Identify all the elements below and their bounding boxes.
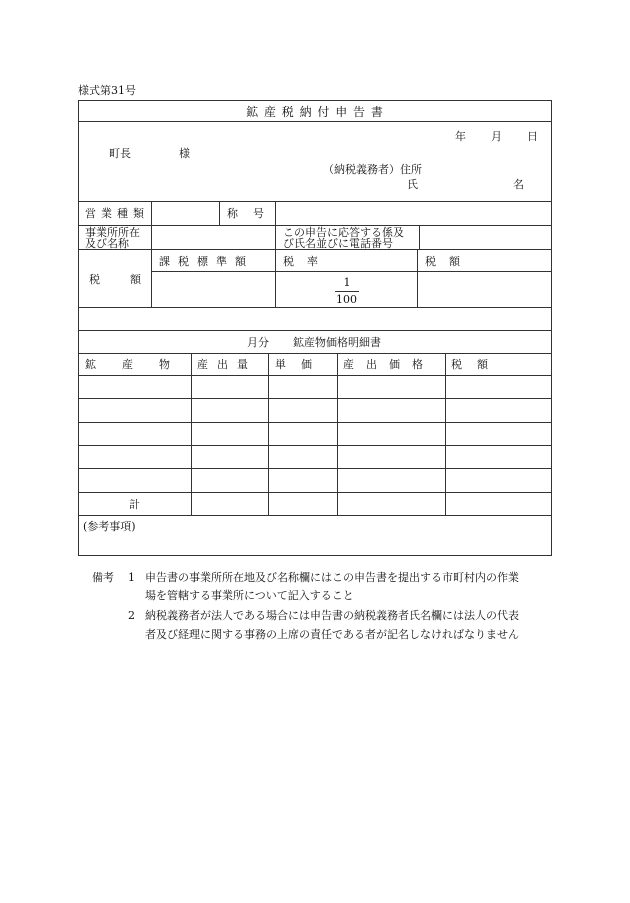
tax-sum-header: 税 額 bbox=[425, 255, 461, 268]
tax-return-form bbox=[78, 100, 552, 556]
detail-header-mineral-text: 鉱産物 bbox=[85, 358, 196, 371]
contact-label-1: この申告に応答する係及 bbox=[283, 226, 404, 239]
rule-v-detail-2 bbox=[268, 353, 269, 515]
form-number: 様式第31号 bbox=[78, 84, 136, 97]
rule-header bbox=[79, 201, 551, 202]
rule-blank bbox=[79, 330, 551, 331]
notes-label: 備考 bbox=[92, 571, 114, 584]
business-type-label bbox=[85, 208, 147, 219]
tax-rate-header: 税 率 bbox=[283, 255, 319, 268]
detail-title-text: 鉱産物価格明細書 bbox=[293, 336, 381, 349]
rule-detail-r2 bbox=[79, 422, 551, 423]
rule-v-detail-3 bbox=[337, 353, 338, 515]
note-2-number: 2 bbox=[128, 609, 135, 622]
business-type-text: 営業種類 bbox=[85, 207, 149, 220]
rule-detail-r5 bbox=[79, 492, 551, 493]
rule-detail-r4 bbox=[79, 468, 551, 469]
detail-header-mineral bbox=[85, 358, 196, 371]
tax-rate-fraction-bar bbox=[335, 291, 359, 292]
rule-v-detail-4 bbox=[445, 353, 446, 515]
tax-amount-label: 税額 bbox=[89, 273, 171, 286]
rule-detail-r1 bbox=[79, 398, 551, 399]
reference-label: (参考事項) bbox=[83, 520, 136, 533]
taxpayer-name-right: 名 bbox=[513, 178, 524, 191]
tax-rate-numerator: 1 bbox=[343, 276, 351, 289]
taxpayer-address-label: （納税義務者）住所 bbox=[323, 163, 422, 176]
note-2-line2: 者及び経理に関する事務の上席の責任である者が記名しなければなりません bbox=[145, 628, 519, 641]
date-year: 年 bbox=[455, 130, 466, 143]
rule-tax bbox=[79, 307, 551, 308]
rule-detail-r3 bbox=[79, 445, 551, 446]
detail-title-month: 月分 bbox=[247, 336, 269, 349]
date-month: 月 bbox=[491, 130, 502, 143]
rule-detail-head bbox=[79, 375, 551, 376]
rule-tax-header bbox=[151, 271, 551, 272]
rule-v-business-a bbox=[151, 201, 152, 307]
rule-v-business-b bbox=[219, 201, 220, 225]
rule-v-tax-d bbox=[417, 249, 418, 307]
note-1-line1: 申告書の事業所所在地及び名称欄にはこの申告書を提出する市町村内の作業 bbox=[145, 571, 519, 584]
tax-base-header: 課税標準額 bbox=[159, 255, 254, 268]
date-day: 日 bbox=[527, 130, 538, 143]
trade-name-label: 称 号 bbox=[227, 207, 266, 220]
rule-detail-title bbox=[79, 353, 551, 354]
taxpayer-name-left: 氏 bbox=[407, 178, 418, 191]
note-1-number: 1 bbox=[128, 571, 135, 584]
rule-v-business-c bbox=[275, 201, 276, 307]
addressee-mayor: 町長 bbox=[109, 147, 131, 160]
note-1-line2: 場を管轄する事業所について記入すること bbox=[145, 589, 354, 602]
detail-header-output: 産出量 bbox=[197, 358, 257, 371]
rule-v-office-c bbox=[419, 225, 420, 249]
form-title: 鉱 産 税 納 付 申 告 書 bbox=[246, 105, 384, 119]
detail-header-unit-price: 単 価 bbox=[275, 358, 314, 371]
rule-detail-total bbox=[79, 515, 551, 516]
detail-header-output-value: 産出価格 bbox=[343, 358, 435, 371]
rule-v-detail-1 bbox=[191, 353, 192, 515]
contact-label-2: び氏名並びに電話番号 bbox=[283, 237, 393, 250]
detail-header-tax: 税 額 bbox=[451, 358, 490, 371]
note-2-line1: 納税義務者が法人である場合には申告書の納税義務者氏名欄には法人の代表 bbox=[145, 609, 519, 622]
addressee-honorific: 様 bbox=[179, 147, 190, 160]
office-label-1: 事業所所在 bbox=[85, 226, 140, 239]
detail-total-label: 計 bbox=[129, 498, 140, 511]
office-label-2: 及び名称 bbox=[85, 237, 129, 250]
tax-rate-denominator: 100 bbox=[336, 293, 357, 306]
rule-title bbox=[79, 121, 551, 122]
